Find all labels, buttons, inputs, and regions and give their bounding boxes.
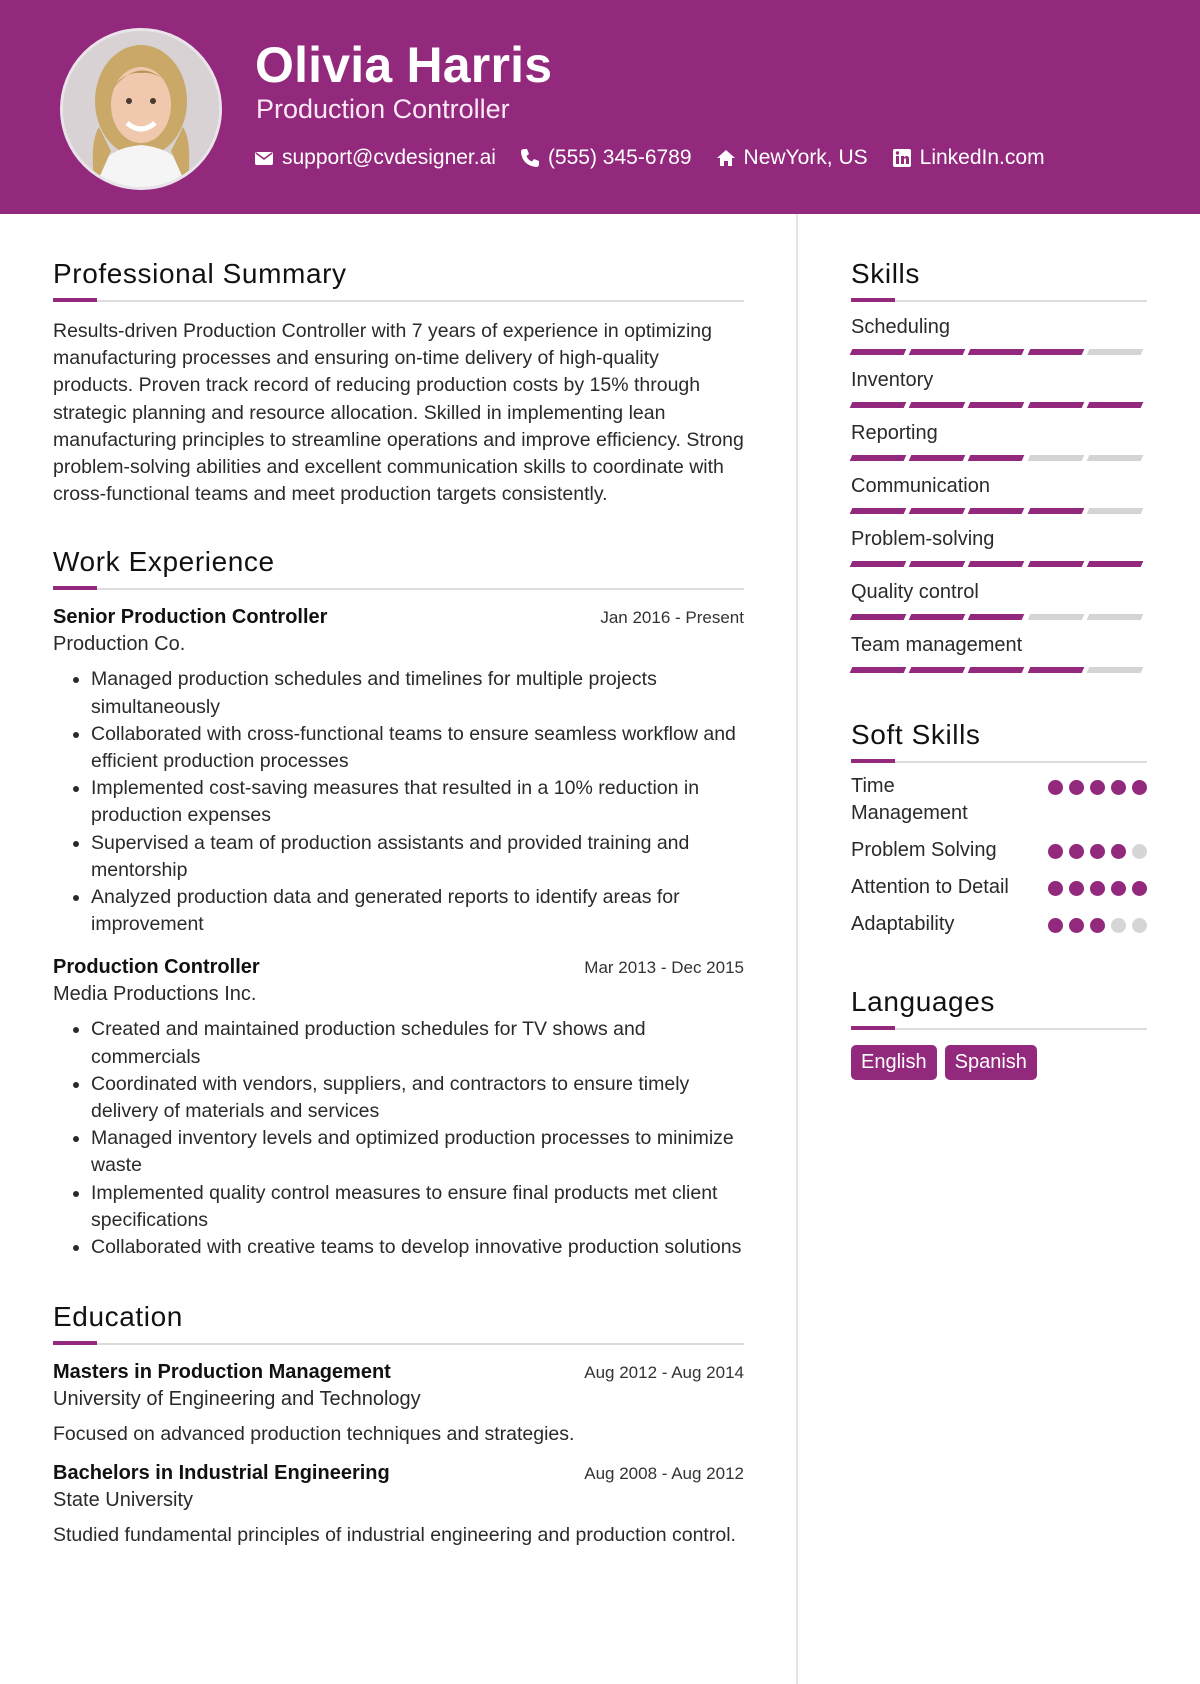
rating-dot [1111, 918, 1126, 933]
skill-level-segment [1027, 561, 1084, 567]
skill-item [851, 475, 1147, 514]
contact-phone-text: (555) 345-6789 [547, 146, 692, 169]
skill-level-segment [1086, 508, 1143, 514]
contact-phone[interactable] [520, 146, 692, 170]
rating-dot [1111, 780, 1126, 795]
rating-dot [1090, 780, 1105, 795]
resume-header [0, 0, 1200, 214]
education-entry [53, 1462, 744, 1549]
job-bullet: • Created and maintained production schedules for TV shows and commercials [91, 1016, 744, 1070]
education-entry [53, 1361, 744, 1448]
contact-linkedin[interactable] [892, 146, 1045, 170]
job-title: Production Controller [53, 956, 260, 979]
rating-dot [1132, 918, 1147, 933]
skill-item [851, 369, 1147, 408]
rating-dot [1048, 844, 1063, 859]
skill-level-segment [850, 455, 907, 461]
soft-skill-rating [1042, 780, 1147, 795]
skill-level-segment [909, 614, 966, 620]
rating-dot [1069, 844, 1084, 859]
skill-level-segment [1027, 614, 1084, 620]
job-bullet: • Collaborated with creative teams to develop innovative production solutions [91, 1234, 744, 1261]
skill-item [851, 422, 1147, 461]
skill-level-segment [968, 402, 1025, 408]
skill-level-segment [968, 349, 1025, 355]
skill-item [851, 581, 1147, 620]
job-bullet: • Implemented cost-saving measures that resulted in a 10% reduction in production expenses [91, 775, 744, 829]
rating-dot [1090, 844, 1105, 859]
soft-skill-name: Problem Solving [851, 839, 997, 861]
job-date: Jan 2016 - Present [600, 608, 744, 628]
skill-level-bars [851, 614, 1147, 620]
skill-level-segment [909, 561, 966, 567]
education-section [53, 1301, 744, 1549]
contact-list [254, 146, 1069, 170]
summary-section [53, 258, 744, 508]
school-name: University of Engineering and Technology [53, 1388, 421, 1411]
sidebar-column [851, 258, 1147, 1080]
languages-heading: Languages [851, 986, 995, 1017]
skills-list [851, 316, 1147, 673]
job-bullet: • Coordinated with vendors, suppliers, and contractors to ensure timely delivery of materials and services [91, 1071, 744, 1125]
skill-level-segment [850, 561, 907, 567]
soft-skill-item [851, 911, 1147, 938]
skill-name: Problem-solving [851, 528, 995, 550]
linkedin-icon [892, 148, 912, 168]
language-tag: English [851, 1045, 937, 1080]
skill-level-segment [1086, 349, 1143, 355]
rating-dot [1048, 780, 1063, 795]
experience-heading: Work Experience [53, 546, 275, 578]
rating-dot [1132, 844, 1147, 859]
rating-dot [1069, 918, 1084, 933]
candidate-role: Production Controller [256, 94, 510, 124]
summary-text: Results-driven Production Controller with 7 years of experience in optimizing manufacturing processes and ensuring on-time delivery of high-quality products. Proven track record of reducing production costs by 15% through strategic planning and resource allocation. Skilled in implementing lean manufacturing principles to streamline operations and improve efficiency. Strong problem-solving abilities and excellent communication skills to coordinate with cross-functional teams and meet production targets consistently. [53, 320, 744, 506]
column-divider [796, 214, 798, 1684]
rating-dot [1111, 881, 1126, 896]
job-company: Media Productions Inc. [53, 983, 257, 1006]
skill-level-segment [850, 402, 907, 408]
soft-skills-list [851, 773, 1147, 938]
degree-title: Bachelors in Industrial Engineering [53, 1462, 390, 1485]
skill-level-segment [850, 508, 907, 514]
home-icon [716, 148, 736, 168]
section-divider [53, 588, 744, 590]
rating-dot [1090, 881, 1105, 896]
skill-level-segment [850, 667, 907, 673]
soft-skill-item [851, 773, 1147, 827]
skill-level-segment [909, 402, 966, 408]
skills-section [851, 258, 1147, 673]
skills-heading: Skills [851, 258, 920, 289]
education-heading: Education [53, 1301, 183, 1333]
skill-name: Quality control [851, 581, 979, 603]
skill-level-bars [851, 349, 1147, 355]
skill-level-segment [1027, 349, 1084, 355]
job-bullet: • Managed inventory levels and optimized production processes to minimize waste [91, 1125, 744, 1179]
skill-level-segment [909, 508, 966, 514]
skill-level-segment [968, 561, 1025, 567]
section-divider [53, 300, 744, 302]
contact-email[interactable] [254, 146, 496, 170]
skill-level-segment [1086, 667, 1143, 673]
skill-level-segment [968, 455, 1025, 461]
skill-name: Reporting [851, 422, 938, 444]
skill-level-segment [850, 614, 907, 620]
rating-dot [1132, 780, 1147, 795]
skill-item [851, 528, 1147, 567]
skill-level-bars [851, 667, 1147, 673]
skill-name: Scheduling [851, 316, 950, 338]
soft-skill-name: Adaptability [851, 913, 955, 935]
skill-level-segment [968, 667, 1025, 673]
soft-skill-rating [1042, 844, 1147, 859]
rating-dot [1048, 881, 1063, 896]
rating-dot [1111, 844, 1126, 859]
skill-level-segment [1027, 667, 1084, 673]
skill-name: Team management [851, 634, 1023, 656]
skill-level-segment [1086, 402, 1143, 408]
skill-level-segment [909, 349, 966, 355]
language-tag: Spanish [945, 1045, 1037, 1080]
contact-location [716, 146, 868, 170]
profile-photo-illustration [63, 31, 219, 187]
skill-level-segment [1027, 402, 1084, 408]
skill-item [851, 316, 1147, 355]
skill-level-segment [968, 614, 1025, 620]
soft-skill-item [851, 874, 1147, 901]
job-entry [53, 606, 744, 938]
language-tags [851, 1045, 1147, 1080]
rating-dot [1048, 918, 1063, 933]
education-description: Studied fundamental principles of industrial engineering and production control. [53, 1524, 736, 1547]
job-date: Mar 2013 - Dec 2015 [584, 958, 744, 978]
rating-dot [1069, 881, 1084, 896]
skill-level-segment [850, 349, 907, 355]
school-name: State University [53, 1489, 194, 1512]
profile-photo [60, 28, 222, 190]
job-bullet: • Implemented quality control measures to ensure final products met client specifications [91, 1180, 744, 1234]
contact-location-text: NewYork, US [743, 146, 868, 169]
main-column [53, 258, 744, 1549]
candidate-name: Olivia Harris [255, 37, 553, 93]
skill-level-segment [968, 508, 1025, 514]
education-date: Aug 2012 - Aug 2014 [584, 1363, 744, 1383]
soft-skill-item [851, 837, 1147, 864]
soft-skill-name: Time Management [851, 775, 968, 824]
skill-level-segment [909, 455, 966, 461]
education-date: Aug 2008 - Aug 2012 [584, 1464, 744, 1484]
skill-item [851, 634, 1147, 673]
section-divider [53, 1343, 744, 1345]
soft-skill-rating [1042, 918, 1147, 933]
languages-section [851, 986, 1147, 1080]
soft-skills-heading: Soft Skills [851, 719, 981, 750]
phone-icon [520, 148, 540, 168]
envelope-icon [254, 148, 274, 168]
rating-dot [1069, 780, 1084, 795]
skill-level-segment [1027, 508, 1084, 514]
rating-dot [1090, 918, 1105, 933]
soft-skill-rating [1042, 881, 1147, 896]
job-bullets [53, 666, 744, 938]
rating-dot [1132, 881, 1147, 896]
job-bullets [53, 1016, 744, 1261]
skill-level-bars [851, 561, 1147, 567]
job-entry [53, 956, 744, 1261]
job-bullet: • Supervised a team of production assistants and provided training and mentorship [91, 830, 744, 884]
skill-level-segment [1086, 561, 1143, 567]
job-title: Senior Production Controller [53, 606, 328, 629]
soft-skills-section [851, 719, 1147, 938]
section-divider [851, 761, 1147, 763]
soft-skill-name: Attention to Detail [851, 876, 1009, 898]
skill-name: Communication [851, 475, 990, 497]
degree-title: Masters in Production Management [53, 1361, 391, 1384]
contact-linkedin-text: LinkedIn.com [919, 146, 1045, 169]
job-company: Production Co. [53, 633, 186, 656]
education-description: Focused on advanced production techniques and strategies. [53, 1423, 575, 1446]
skill-level-segment [1027, 455, 1084, 461]
job-bullet: • Analyzed production data and generated reports to identify areas for improvement [91, 884, 744, 938]
section-divider [851, 300, 1147, 302]
job-bullet: • Managed production schedules and timelines for multiple projects simultaneously [91, 666, 744, 720]
summary-heading: Professional Summary [53, 258, 347, 289]
contact-email-text: support@cvdesigner.ai [282, 146, 496, 169]
skill-level-bars [851, 508, 1147, 514]
skill-level-bars [851, 402, 1147, 408]
job-bullet: • Collaborated with cross-functional teams to ensure seamless workflow and efficient production processes [91, 721, 744, 775]
skill-name: Inventory [851, 369, 934, 391]
experience-section [53, 546, 744, 1261]
skill-level-segment [1086, 455, 1143, 461]
skill-level-bars [851, 455, 1147, 461]
skill-level-segment [1086, 614, 1143, 620]
skill-level-segment [909, 667, 966, 673]
section-divider [851, 1028, 1147, 1030]
